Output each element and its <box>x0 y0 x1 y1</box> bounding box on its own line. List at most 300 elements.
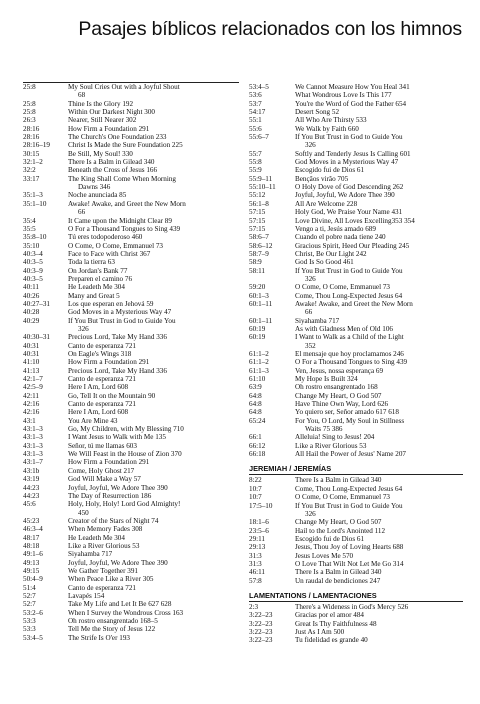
hymn-title: Many and Great 5 <box>68 291 120 300</box>
scripture-reference: 61:1–3 <box>249 366 269 375</box>
scripture-reference: 35:8–10 <box>23 233 47 242</box>
scripture-reference: 61:1–2 <box>249 358 269 367</box>
hymn-title: Take My Life and Let It Be 627 628 <box>68 600 172 609</box>
scripture-reference: 57:15 <box>249 216 266 225</box>
scripture-entry <box>23 458 243 466</box>
hymn-title: All Are Welcome 228 <box>295 199 358 208</box>
scripture-reference: 23:5–6 <box>249 526 269 535</box>
hymn-title: How Firm a Foundation 291 <box>68 124 150 133</box>
hymn-title-number <box>68 333 243 341</box>
hymn-title: God Moves in a Mysterious Way 47 <box>68 308 172 317</box>
hymn-title: Canto de esperanza 721 <box>68 375 137 384</box>
scripture-reference: 66:12 <box>249 441 266 450</box>
scripture-entry <box>249 191 463 199</box>
hymn-title: God Will Make a Way 57 <box>68 475 141 484</box>
scripture-entry <box>23 125 243 133</box>
hymn-title-number <box>295 392 463 400</box>
scripture-reference: 61:10 <box>249 375 266 384</box>
hymn-title: Joyful, Joyful, We Adore Thee 390 <box>68 558 168 567</box>
hymn-title: Here I Am, Lord 608 <box>68 383 129 392</box>
scripture-reference: 58:7–9 <box>249 249 269 258</box>
hymn-title-number <box>295 325 463 333</box>
hymn-title-number <box>68 367 243 375</box>
scripture-reference: 43:19 <box>23 475 40 484</box>
hymn-title-number <box>295 242 463 250</box>
hymn-title-number <box>68 442 243 450</box>
scripture-entry <box>249 133 463 150</box>
hymn-title-number <box>68 525 243 533</box>
hymn-title: He Leadeth Me 304 <box>68 533 125 542</box>
scripture-reference: 61:1–2 <box>249 350 269 358</box>
scripture-reference: 43:1–3 <box>23 433 43 442</box>
scripture-entry <box>23 158 243 166</box>
hymn-title: Señor, tú me llamas 603 <box>68 441 137 450</box>
scripture-entry <box>249 408 463 416</box>
scripture-reference: 43:1–7 <box>23 458 43 467</box>
scripture-entry <box>249 233 463 241</box>
scripture-reference: 44:23 <box>23 483 40 492</box>
scripture-entry <box>23 625 243 633</box>
scripture-reference: 42:5–9 <box>23 383 43 392</box>
scripture-reference: 2:3 <box>249 602 259 611</box>
hymn-title-number <box>68 475 243 483</box>
scripture-reference: 35:5 <box>23 224 36 233</box>
scripture-entry <box>23 133 243 141</box>
hymn-title: All Who Are Thirsty 533 <box>295 116 367 125</box>
hymn-title-number <box>68 617 243 625</box>
scripture-reference: 57:15 <box>249 224 266 233</box>
scripture-reference: 33:17 <box>23 174 40 183</box>
hymn-title: Lavapés 154 <box>68 591 105 600</box>
scripture-entry <box>249 535 463 543</box>
hymn-title-number <box>68 550 243 558</box>
hymn-title-number <box>295 191 463 199</box>
scripture-entry <box>249 125 463 133</box>
hymn-title: Christ, Be Our Light 242 <box>295 249 367 258</box>
scripture-entry <box>23 292 243 300</box>
scripture-entry <box>23 233 243 241</box>
hymn-title: Escogido fui de Dios 61 <box>295 534 365 543</box>
hymn-title: Siyahamba 717 <box>68 550 113 559</box>
hymn-title-number <box>295 300 463 317</box>
hymn-title-continuation: 66 <box>78 208 86 217</box>
hymn-title-number <box>295 175 463 183</box>
hymn-title-number <box>295 476 463 484</box>
scripture-entry <box>249 433 463 441</box>
scripture-entry <box>249 108 463 116</box>
hymn-title: The Church's One Foundation 233 <box>68 133 167 142</box>
scripture-entry <box>249 417 463 434</box>
hymn-title-number <box>295 166 463 174</box>
scripture-reference: 40:31 <box>23 341 40 350</box>
scripture-reference: 55:6 <box>249 124 262 133</box>
scripture-reference: 60:1–11 <box>249 316 273 325</box>
hymn-title: Los que esperan en Jehová 59 <box>68 299 154 308</box>
scripture-reference: 64:8 <box>249 408 262 417</box>
scripture-entry <box>23 467 243 475</box>
hymn-title: We Will Feast in the House of Zion 370 <box>68 450 182 459</box>
hymn-title-number <box>295 527 463 535</box>
hymn-title-number <box>295 267 463 284</box>
hymn-title-continuation: 68 <box>78 91 86 100</box>
scripture-entry <box>23 175 243 192</box>
hymn-title-number <box>295 577 463 585</box>
hymn-title: If You But Trust in God to Guide You <box>295 501 403 510</box>
hymn-title-number <box>295 125 463 133</box>
scripture-entry <box>23 492 243 500</box>
hymn-title-number <box>295 603 463 611</box>
hymn-title-number <box>68 317 243 334</box>
hymn-title-number <box>68 158 243 166</box>
scripture-entry <box>249 527 463 535</box>
scripture-entry <box>23 250 243 258</box>
hymn-title: Desert Song 52 <box>295 108 340 117</box>
scripture-entry <box>23 550 243 558</box>
hymn-title: Tú eres todopoderoso 460 <box>68 233 143 242</box>
scripture-entry <box>23 534 243 542</box>
hymn-title: My Hope Is Built 324 <box>295 375 358 384</box>
jeremiah-list <box>249 476 463 584</box>
scripture-reference: 30:15 <box>23 149 40 158</box>
hymn-title: Within Our Darkest Night 300 <box>68 108 155 117</box>
hymn-title-number <box>68 467 243 475</box>
scripture-entry <box>249 636 463 644</box>
hymn-title: Precious Lord, Take My Hand 336 <box>68 333 167 342</box>
scripture-reference: 29:13 <box>249 543 266 552</box>
scripture-entry <box>23 267 243 275</box>
scripture-entry <box>249 485 463 493</box>
scripture-reference: 40:26 <box>23 291 40 300</box>
scripture-reference: 55:9–11 <box>249 174 273 183</box>
scripture-entry <box>249 158 463 166</box>
scripture-entry <box>249 476 463 484</box>
scripture-reference: 40:29 <box>23 316 40 325</box>
scripture-entry <box>23 400 243 408</box>
scripture-entry <box>23 617 243 625</box>
scripture-reference: 3:22–23 <box>249 611 273 620</box>
scripture-entry <box>23 333 243 341</box>
hymn-title-number <box>68 83 243 100</box>
scripture-reference: 49:13 <box>23 558 40 567</box>
scripture-reference: 57:8 <box>249 576 262 585</box>
scripture-reference: 44:23 <box>23 491 40 500</box>
hymn-title: I Want Jesus to Walk with Me 135 <box>68 433 166 442</box>
scripture-reference: 43:1–3 <box>23 450 43 459</box>
hymn-title: Go, Tell It on the Mountain 90 <box>68 391 156 400</box>
hymn-title: Have Thine Own Way, Lord 626 <box>295 400 389 409</box>
scripture-entry <box>249 568 463 576</box>
hymn-title-number <box>68 392 243 400</box>
hymn-title: Siyahamba 717 <box>295 316 340 325</box>
scripture-entry <box>23 242 243 250</box>
scripture-entry <box>23 191 243 199</box>
hymn-title: Un raudal de bendiciones 247 <box>295 576 381 585</box>
scripture-entry <box>23 116 243 124</box>
scripture-entry <box>249 258 463 266</box>
scripture-entry <box>23 283 243 291</box>
scripture-reference: 58:6–7 <box>249 233 269 242</box>
scripture-reference: 66:1 <box>249 433 262 442</box>
scripture-reference: 35:1–10 <box>23 199 47 208</box>
hymn-title-number <box>68 225 243 233</box>
hymn-title-number <box>68 383 243 391</box>
hymn-title: Great Is Thy Faithfulness 48 <box>295 619 377 628</box>
hymn-title-number <box>68 308 243 316</box>
hymn-title-number <box>295 493 463 501</box>
hymn-title-number <box>68 634 243 642</box>
scripture-reference: 63:9 <box>249 383 262 392</box>
scripture-reference: 53:3 <box>23 617 36 625</box>
scripture-reference: 45:23 <box>23 516 40 525</box>
scripture-entry <box>249 400 463 408</box>
scripture-entry <box>249 250 463 258</box>
hymn-title-number <box>68 258 243 266</box>
scripture-reference: 28:16 <box>23 124 40 133</box>
scripture-reference: 53:4–5 <box>249 83 269 91</box>
hymn-title: Jesus Loves Me 570 <box>295 551 354 560</box>
scripture-reference: 8:22 <box>249 476 262 485</box>
scripture-reference: 43:1 <box>23 416 36 425</box>
hymn-title: O Come, O Come, Emmanuel 73 <box>68 241 163 250</box>
scripture-entry <box>23 308 243 316</box>
hymn-title-number <box>295 200 463 208</box>
hymn-title-number <box>295 568 463 576</box>
hymn-title: Alleluia! Sing to Jesus! 204 <box>295 433 375 442</box>
scripture-entry <box>249 292 463 300</box>
scripture-entry <box>23 383 243 391</box>
hymn-title-number <box>68 584 243 592</box>
hymn-title: If You But Trust in God to Guide You <box>68 316 176 325</box>
scripture-entry <box>23 100 243 108</box>
hymn-title: Escogido fui de Dios 61 <box>295 166 365 175</box>
scripture-reference: 18:1–6 <box>249 518 269 527</box>
scripture-reference: 60:19 <box>249 324 266 333</box>
hymn-title-continuation: Waits 75 386 <box>305 425 343 434</box>
hymn-title: Toda la tierra 63 <box>68 258 115 267</box>
scripture-reference: 54:17 <box>249 108 266 117</box>
hymn-title: Come, Holy Ghost 217 <box>68 466 135 475</box>
scripture-reference: 35:1–3 <box>23 191 43 200</box>
scripture-reference: 40:31 <box>23 350 40 358</box>
hymn-title: We Walk by Faith 660 <box>295 124 359 133</box>
scripture-entry <box>249 200 463 208</box>
hymn-title: Like a River Glorious 53 <box>295 441 367 450</box>
scripture-entry <box>23 575 243 583</box>
scripture-reference: 42:16 <box>23 408 40 417</box>
hymn-title-number <box>295 250 463 258</box>
scripture-reference: 55:9 <box>249 166 262 175</box>
hymn-title-number <box>68 116 243 124</box>
hymn-title-number <box>68 542 243 550</box>
scripture-entry <box>249 620 463 628</box>
hymn-title-number <box>68 625 243 633</box>
scripture-reference: 40:27–31 <box>23 299 50 308</box>
page-title: Pasajes bíblicos relacionados con los himnos <box>78 18 462 40</box>
scripture-reference: 49:15 <box>23 566 40 575</box>
section-heading-lamentations: LAMENTATIONS / LAMENTACIONES <box>249 591 463 602</box>
hymn-title: Come, Thou Long-Expected Jesus 64 <box>295 291 403 300</box>
scripture-reference: 32:1–2 <box>23 158 43 167</box>
scripture-reference: 35:10 <box>23 241 40 250</box>
hymn-title: It Came upon the Midnight Clear 89 <box>68 216 172 225</box>
scripture-reference: 55:1 <box>249 116 262 125</box>
scripture-entry <box>249 502 463 519</box>
scripture-reference: 40:28 <box>23 308 40 317</box>
scripture-entry <box>23 584 243 592</box>
scripture-reference: 66:18 <box>249 450 266 459</box>
hymn-title-number <box>68 217 243 225</box>
hymn-title: There Is a Balm in Gilead 340 <box>295 476 382 485</box>
hymn-title: There's a Wideness in God's Mercy 526 <box>295 602 409 611</box>
scripture-entry <box>249 367 463 375</box>
hymn-title-number <box>68 517 243 525</box>
hymn-title: O For a Thousand Tongues to Sing 439 <box>295 358 408 367</box>
hymn-title: I Want to Walk as a Child of the Light <box>295 333 404 342</box>
hymn-title: Nearer, Still Nearer 302 <box>68 116 137 125</box>
hymn-title-number <box>295 133 463 150</box>
hymn-title: Vengo a ti, Jesús amado 689 <box>295 224 376 233</box>
hymn-title-number <box>68 125 243 133</box>
scripture-entry <box>249 325 463 333</box>
scripture-entry <box>249 518 463 526</box>
scripture-reference: 25:8 <box>23 99 36 108</box>
scripture-entry <box>249 300 463 317</box>
scripture-reference: 64:8 <box>249 391 262 400</box>
hymn-title: On Jordan's Bank 77 <box>68 266 128 275</box>
hymn-title: We Cannot Measure How You Heal 341 <box>295 83 410 91</box>
scripture-reference: 25:8 <box>23 83 36 91</box>
scripture-entry <box>23 450 243 458</box>
hymn-title-number <box>68 200 243 217</box>
scripture-reference: 58:6–12 <box>249 241 273 250</box>
scripture-reference: 26:3 <box>23 116 36 125</box>
scripture-reference: 53:7 <box>249 99 262 108</box>
hymn-title-number <box>68 450 243 458</box>
hymn-title-number <box>295 208 463 216</box>
hymn-title: Thine Is the Glory 192 <box>68 99 134 108</box>
hymn-title: Canto de esperanza 721 <box>68 400 137 409</box>
left-column <box>23 83 243 642</box>
hymn-title: God Moves in a Mysterious Way 47 <box>295 158 399 167</box>
scripture-entry <box>23 217 243 225</box>
scripture-entry <box>249 493 463 501</box>
hymn-title-number <box>68 133 243 141</box>
hymn-title-number <box>295 225 463 233</box>
hymn-title-number <box>295 535 463 543</box>
scripture-reference: 52:7 <box>23 591 36 600</box>
hymn-title-number <box>68 342 243 350</box>
hymn-title: The Strife Is O'er 193 <box>68 633 130 642</box>
hymn-title-number <box>295 383 463 391</box>
hymn-title-number <box>68 166 243 174</box>
hymn-title: Here I Am, Lord 608 <box>68 408 129 417</box>
hymn-title: When Peace Like a River 305 <box>68 575 154 584</box>
scripture-entry <box>23 442 243 450</box>
scripture-entry <box>249 166 463 174</box>
hymn-title: Yo quiero ser, Señor amado 617 618 <box>295 408 399 417</box>
scripture-reference: 28:16 <box>23 133 40 142</box>
hymn-title: O For a Thousand Tongues to Sing 439 <box>68 224 181 233</box>
hymn-title-number <box>68 191 243 199</box>
hymn-title: The King Shall Come When Morning <box>68 174 176 183</box>
hymn-title: Joyful, Joyful, We Adore Thee 390 <box>295 191 395 200</box>
hymn-title-number <box>68 292 243 300</box>
scripture-entry <box>23 417 243 425</box>
hymn-title: Holy, Holy, Holy! Lord God Almighty! <box>68 500 181 509</box>
hymn-title-number <box>295 400 463 408</box>
hymn-title: Noche anunciada 85 <box>68 191 127 200</box>
hymn-title-number <box>295 217 463 225</box>
hymn-title-continuation: 326 <box>305 509 316 518</box>
scripture-entry <box>249 317 463 325</box>
section-heading-jeremiah: JEREMIAH / JEREMÍAS <box>249 464 463 475</box>
hymn-title: Hail to the Lord's Anointed 112 <box>295 526 386 535</box>
hymn-title-number <box>68 567 243 575</box>
hymn-title: Canto de esperanza 721 <box>68 341 137 350</box>
hymn-title-number <box>68 358 243 366</box>
scripture-reference: 41:13 <box>23 366 40 375</box>
scripture-entry <box>249 217 463 225</box>
scripture-entry <box>23 392 243 400</box>
hymn-title: Canto de esperanza 721 <box>68 583 137 592</box>
scripture-entry <box>249 543 463 551</box>
scripture-entry <box>249 383 463 391</box>
scripture-reference: 31:3 <box>249 559 262 568</box>
scripture-entry <box>23 108 243 116</box>
hymn-title-number <box>295 502 463 519</box>
hymn-title-number <box>68 500 243 517</box>
hymn-title-number <box>68 175 243 192</box>
hymn-title-number <box>295 108 463 116</box>
hymn-title-number <box>68 609 243 617</box>
scripture-reference: 53:2–6 <box>23 608 43 617</box>
hymn-title: For You, O Lord, My Soul in Stillness <box>295 416 405 425</box>
hymn-title-number <box>68 141 243 149</box>
scripture-entry <box>23 375 243 383</box>
hymn-title: If You But Trust in God to Guide You <box>295 133 403 142</box>
scripture-entry <box>249 560 463 568</box>
hymn-title-number <box>295 83 463 91</box>
hymn-title-number <box>68 433 243 441</box>
hymn-title-number <box>295 560 463 568</box>
scripture-entry <box>249 225 463 233</box>
hymn-title-number <box>295 150 463 158</box>
scripture-reference: 42:16 <box>23 400 40 409</box>
scripture-entry <box>249 375 463 383</box>
hymn-title: Change My Heart, O God 507 <box>295 518 382 527</box>
scripture-entry <box>23 542 243 550</box>
scripture-reference: 58:11 <box>249 266 265 275</box>
scripture-entry <box>249 611 463 619</box>
scripture-reference: 60:1–11 <box>249 299 273 308</box>
scripture-reference: 28:16–19 <box>23 141 50 150</box>
hymn-title-number <box>295 158 463 166</box>
hymn-title-number <box>68 575 243 583</box>
scripture-entry <box>23 317 243 334</box>
hymn-title-number <box>295 408 463 416</box>
hymn-title-number <box>295 620 463 628</box>
hymn-title-number <box>295 611 463 619</box>
scripture-reference: 10:7 <box>249 493 262 502</box>
hymn-title-number <box>68 592 243 600</box>
hymn-title: Cuando el pobre nada tiene 240 <box>295 233 386 242</box>
hymn-title-continuation: 326 <box>305 274 316 283</box>
scripture-reference: 17:5–10 <box>249 501 273 510</box>
scripture-reference: 3:22–23 <box>249 636 273 645</box>
hymn-title: El mensaje que hoy proclamamos 246 <box>295 350 404 358</box>
scripture-entry <box>249 603 463 611</box>
hymn-title-number <box>68 425 243 433</box>
